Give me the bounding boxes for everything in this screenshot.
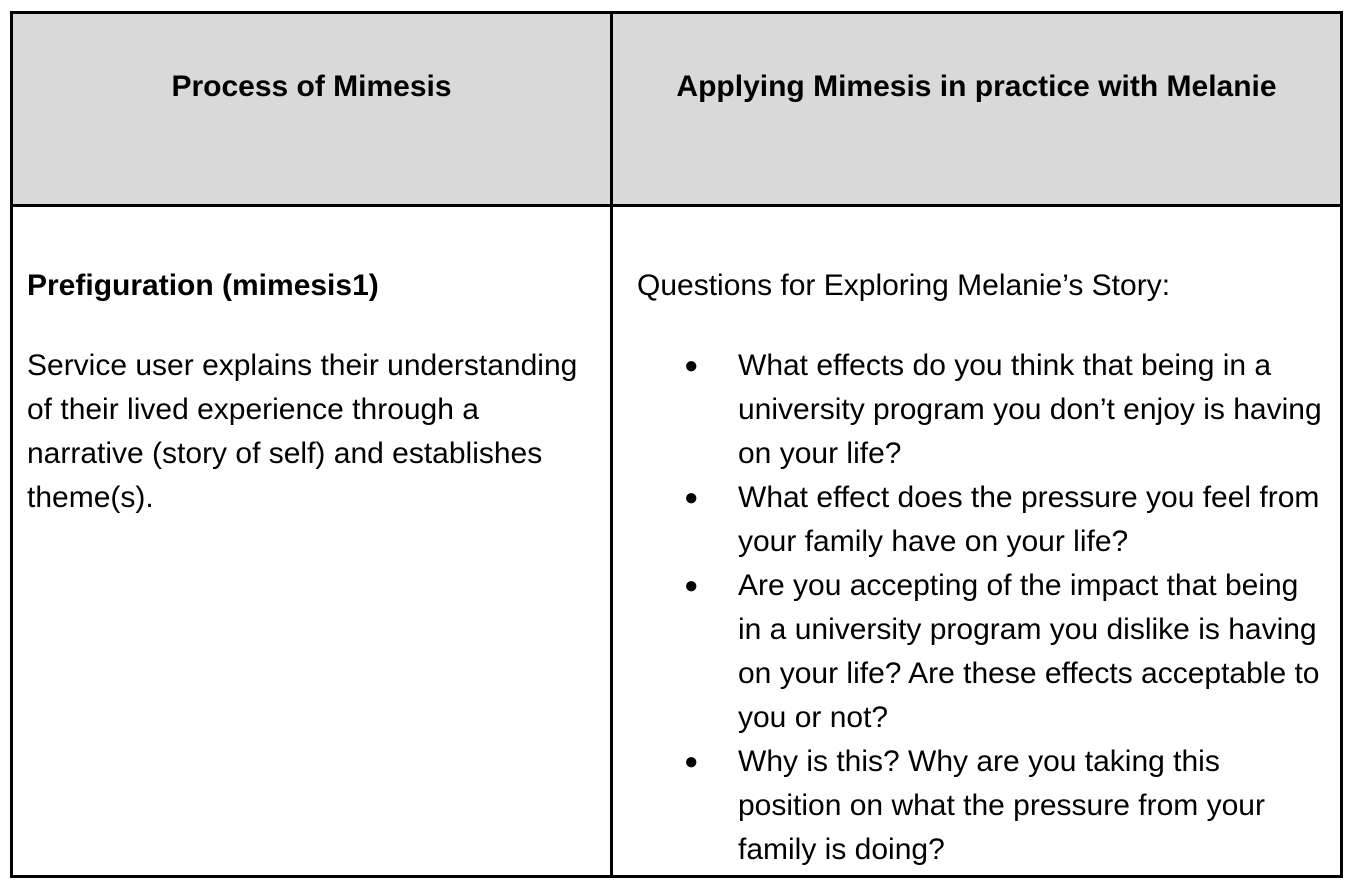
bullet-icon: ● bbox=[684, 352, 699, 379]
question-text: What effects do you think that being in a university program you don’t enjoy is having on your life? bbox=[738, 349, 1322, 470]
header-label: Process of Mimesis bbox=[171, 70, 452, 103]
question-list bbox=[637, 344, 1330, 872]
header-process-of-mimesis bbox=[12, 13, 612, 206]
header-applying-mimesis bbox=[612, 13, 1342, 206]
mimesis-table bbox=[10, 11, 1343, 878]
list-item bbox=[637, 476, 1330, 564]
list-item bbox=[637, 564, 1330, 740]
section-heading: Prefiguration (mimesis1) bbox=[27, 269, 379, 302]
question-text: Are you accepting of the impact that being in a university program you dislike is having on your life? Are these effects acceptable to you or not? bbox=[738, 569, 1320, 734]
section-description: Service user explains their understanding of their lived experience through a narrative (story of self) and establishes theme(s). bbox=[27, 349, 578, 514]
practice-cell bbox=[612, 206, 1342, 877]
question-text: What effect does the pressure you feel from your family have on your life? bbox=[738, 481, 1320, 558]
bullet-icon: ● bbox=[684, 748, 699, 775]
questions-intro: Questions for Exploring Melanie’s Story: bbox=[637, 269, 1171, 302]
list-item bbox=[637, 344, 1330, 476]
header-row bbox=[12, 13, 1342, 206]
list-item bbox=[637, 740, 1330, 872]
table-row bbox=[12, 206, 1342, 877]
header-label: Applying Mimesis in practice with Melanie bbox=[676, 70, 1277, 103]
bullet-icon: ● bbox=[684, 572, 699, 599]
question-text: Why is this? Why are you taking this position on what the pressure from your family is doing? bbox=[738, 745, 1265, 866]
process-cell bbox=[12, 206, 612, 877]
bullet-icon: ● bbox=[684, 484, 699, 511]
